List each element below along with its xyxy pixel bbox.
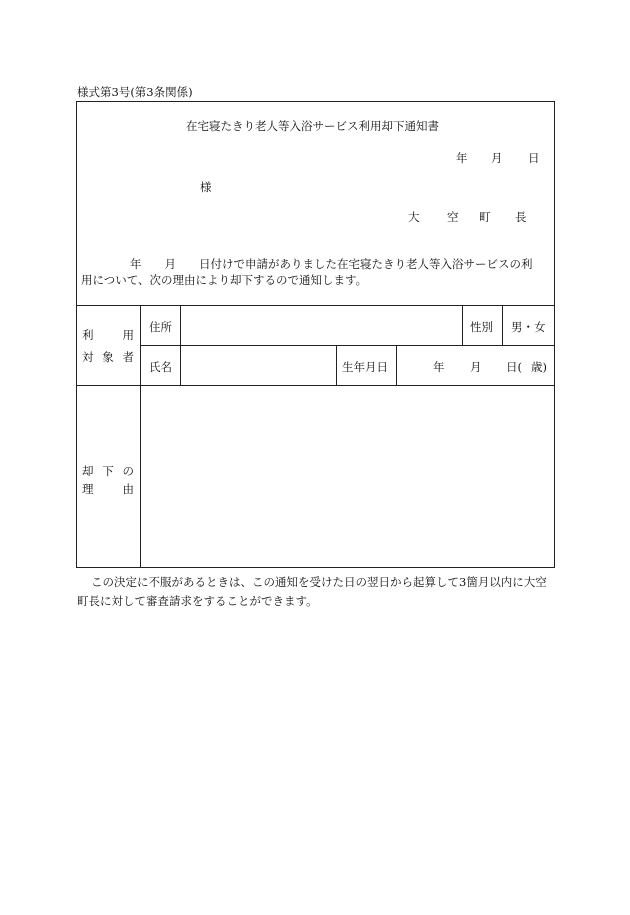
birth-day-age-open: 日(: [506, 360, 522, 374]
sender-char: 空: [447, 210, 459, 224]
label-char: 者: [122, 350, 134, 364]
reason-label-line2: [82, 481, 134, 497]
document-title: 在宅寝たきり老人等入浴サービス利用却下通知書: [186, 119, 439, 133]
column-divider: [462, 305, 463, 345]
form-number-label: 様式第3号(第3条関係): [77, 85, 193, 99]
footer-text-line1: この決定に不服があるときは、この通知を受けた日の翌日から起算して3箇月以内に大空: [91, 575, 547, 589]
birth-year: 年: [433, 360, 445, 374]
sender-char: 町: [479, 210, 491, 224]
reason-field: [148, 395, 548, 560]
address-label: 住所: [149, 320, 172, 334]
label-char: 下: [102, 464, 114, 478]
gender-label: 性別: [470, 320, 493, 334]
sender-name: [0, 209, 630, 225]
label-char: 象: [102, 350, 114, 364]
row-divider: [76, 385, 555, 386]
reason-label-line1: [82, 463, 134, 479]
label-char: 却: [82, 464, 94, 478]
body-text-line1: 年 月 日付けで申請がありました在宅寝たきり老人等入浴サービスの利: [130, 257, 533, 271]
label-char: の: [122, 464, 134, 478]
label-char: 対: [82, 350, 94, 364]
date-day: 日: [528, 151, 540, 165]
column-divider: [396, 345, 397, 385]
sender-char: 大: [408, 210, 420, 224]
age-unit: 歳): [531, 360, 547, 374]
label-char: 用: [122, 328, 134, 342]
gender-options: 男・女: [511, 320, 546, 334]
addressee-suffix: 様: [200, 180, 212, 194]
footer-text-line2: 町長に対して審査請求をすることができます。: [77, 594, 318, 608]
row-divider: [140, 345, 555, 346]
date-month: 月: [491, 151, 503, 165]
subject-label-line1: [82, 327, 134, 343]
label-char: 理: [82, 482, 94, 496]
label-char: 利: [82, 328, 94, 342]
column-divider: [336, 345, 337, 385]
date-year: 年: [456, 151, 468, 165]
birth-month: 月: [470, 360, 482, 374]
sender-char: 長: [515, 210, 527, 224]
label-char: 由: [122, 482, 134, 496]
name-label: 氏名: [149, 360, 172, 374]
column-divider: [502, 305, 503, 345]
table-top-rule: [76, 305, 555, 306]
body-text-line2: 用について、次の理由により却下するので通知します。: [81, 273, 368, 287]
subject-label-line2: [82, 349, 134, 365]
column-divider: [180, 305, 181, 385]
date-line: [0, 150, 630, 166]
column-divider: [140, 305, 141, 568]
birth-date-label: 生年月日: [342, 360, 388, 374]
